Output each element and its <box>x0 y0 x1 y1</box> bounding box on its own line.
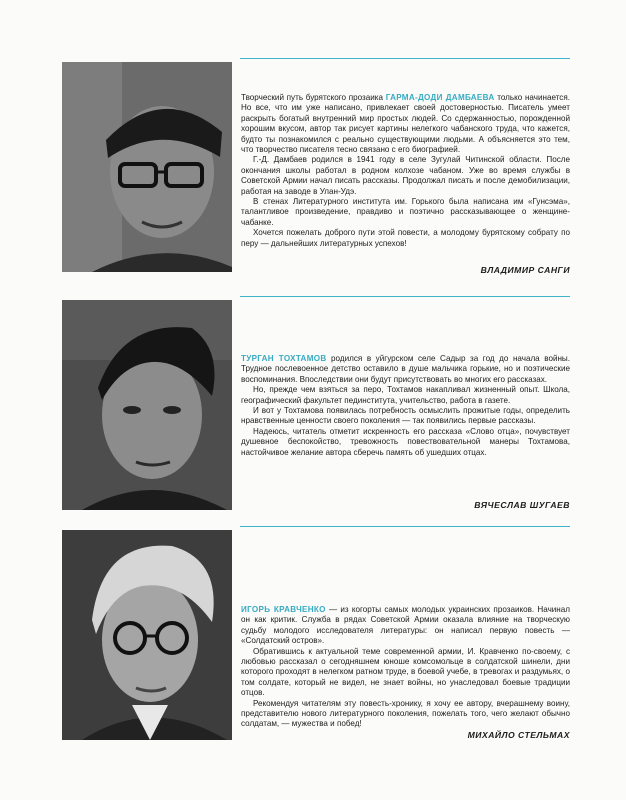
author-portrait-tokhtamov <box>62 300 232 510</box>
section-rule-2 <box>240 296 570 297</box>
section-text-3 <box>241 605 570 730</box>
paragraph-2: Но, прежде чем взяться за перо, Тохтамов накапливал жизненный опыт. Школа, географический факультет пединститута, учительство, работа в газете. <box>241 385 570 405</box>
paragraph-3: Рекомендуя читателям эту повесть-хронику, я хочу ее автору, вчерашнему воину, представителю нового литературного поколения, пожелать того, чего желают обычно солдатам, — мужества и побед! <box>241 698 570 729</box>
paragraph-3: И вот у Тохтамова появилась потребность осмыслить прожитые годы, определить нравственные ценности своего поколения — так появились первые рассказы. <box>241 406 570 426</box>
paragraph-4: Хочется пожелать доброго пути этой повести, а молодому бурятскому собрату по перу — дальнейших литературных успехов! <box>241 228 570 248</box>
author-name: ТУРГАН ТОХТАМОВ <box>241 354 327 363</box>
section-text-2 <box>241 354 570 458</box>
section-text-1 <box>241 93 570 249</box>
section-rule-1 <box>240 58 570 59</box>
author-portrait-kravchenko <box>62 530 232 740</box>
intro-text: Творческий путь бурятского прозаика <box>241 93 386 102</box>
paragraph-1: родился в уйгурском селе Садыр за год до начала войны. Трудное послевоенное детство оставило в душе мальчика горькие, но и поэтические воспоминания. Впоследствии они будут присутствовать во многих его рассказах. <box>241 354 570 384</box>
author-name: ИГОРЬ КРАВЧЕНКО <box>241 605 326 614</box>
paragraph-3: В стенах Литературного института им. Горького была написана им «Гунсэма», талантливое произведение, правдиво и поэтично рассказывающее о женщине-чабанке. <box>241 197 570 227</box>
paragraph-1: только начинается. Но все, что им уже написано, привлекает своей достоверностью. Писатель умеет раскрыть богатый внутренний мир простых людей. Со сдержанностью, порожденной хорошим вкусом, автор так рисует картины нелегкого чабанского труда, что кажется, будто ты познакомился с реально существующими людьми. А объясняется это тем, что творчество писателя тесно связано с его биографией. <box>241 93 570 155</box>
author-name: ГАРМА-ДОДИ ДАМБАЕВА <box>385 93 495 102</box>
paragraph-1: — из когорты самых молодых украинских прозаиков. Начинал он как критик. Служба в рядах Советской Армии оказала влияние на творческую судьбу молодого исследователя литературы: он написал первую повесть — «Солдатский остров». <box>241 605 570 646</box>
paragraph-4: Надеюсь, читатель отметит искренность его рассказа «Слово отца», почувствует душевное беспокойство, тревожность повествовательной манеры Тохтамова, настойчивое желание автора сберечь память об ушедших отцах. <box>241 426 570 457</box>
author-portrait-dambaev <box>62 62 232 272</box>
signature: ВЛАДИМИР САНГИ <box>480 265 570 275</box>
section-rule-3 <box>240 526 570 527</box>
paragraph-2: Г.-Д. Дамбаев родился в 1941 году в селе Зугулай Читинской области. После окончания школы работал в родном колхозе чабаном. Уже во время службы в Советской Армии начал писать рассказы. Продолжал писать и после демобилизации, работая на заводе в Улан-Удэ. <box>241 155 570 196</box>
signature: МИХАЙЛО СТЕЛЬМАХ <box>467 730 570 740</box>
signature: ВЯЧЕСЛАВ ШУГАЕВ <box>474 500 570 510</box>
paragraph-2: Обратившись к актуальной теме современной армии, И. Кравченко по-своему, с любовью рассказал о сегодняшнем юноше комсомольце в солдатской шинели, дни которого проходят в нелегком ратном труде, в боевой учебе, в тревогах и раздумьях, о том солдате, который не видел, не знает войны, но унаследовал боевые традиции отцов. <box>241 646 570 698</box>
